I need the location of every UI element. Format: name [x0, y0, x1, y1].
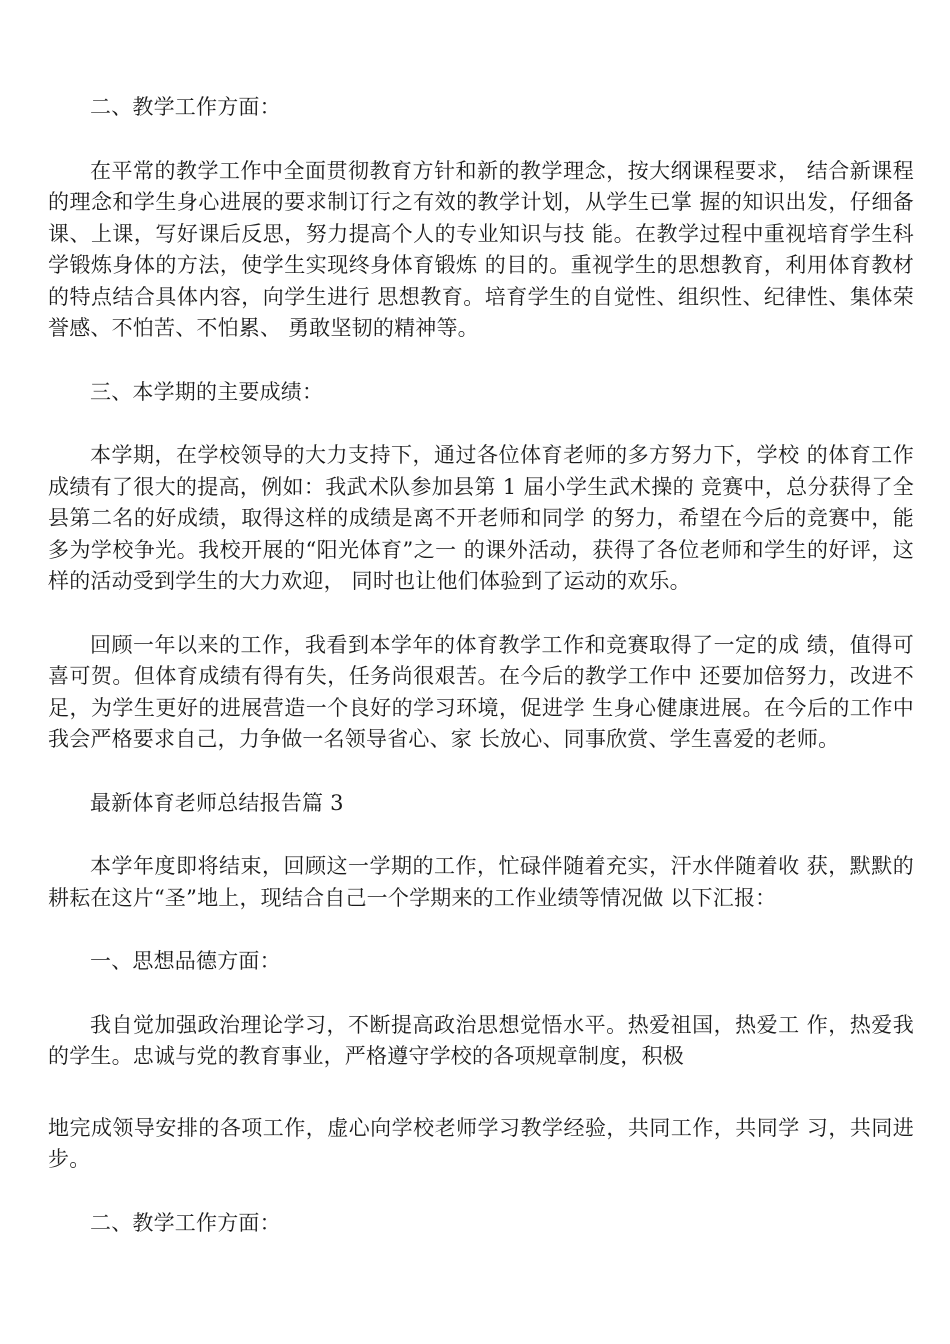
paragraph-achievements: 本学期，在学校领导的大力支持下，通过各位体育老师的多方努力下，学校 的体育工作成绩有了很大的提高，例如：我武术队参加县第 1 届小学生武术操的 竞赛中，总分获得了全县第二名的好成绩，取得这样的成绩是离不开老师和同学 的努力，希望在今后的竞赛中，能多为学校争光。我校开展的“阳光体育”之一 的课外活动，获得了各位老师和学生的好评，这样的活动受到学生的大力欢迎， 同时也让他们体验到了运动的欢乐。	[48, 443, 914, 593]
paragraph-intro: 本学年度即将结束，回顾这一学期的工作，忙碌伴随着充实，汗水伴随着收 获，默默的耕耘在这片“圣”地上，现结合自己一个学期来的工作业绩等情况做 以下汇报：	[48, 854, 914, 910]
article-title-part-3: 最新体育老师总结报告篇 3	[90, 790, 344, 815]
paragraph-teaching-work: 在平常的教学工作中全面贯彻教育方针和新的教学理念，按大纲课程要求， 结合新课程的理念和学生身心进展的要求制订行之有效的教学计划，从学生已掌 握的知识出发，仔细备课、上课，写好课后反思，努力提高个人的专业知识与技 能。在教学过程中重视培育学生科学锻炼身体的方法，使学生实现终身体育锻炼 的目的。重视学生的思想教育，利用体育教材的特点结合具体内容，向学生进行 思想教育。培育学生的自觉性、组织性、纪律性、集体荣誉感、不怕苦、不怕累、 勇敢坚韧的精神等。	[48, 158, 914, 340]
paragraph-morality-part2: 地完成领导安排的各项工作，虚心向学校老师学习教学经验，共同工作，共同学 习，共同进步。	[48, 1115, 914, 1171]
paragraph-review: 回顾一年以来的工作，我看到本学年的体育教学工作和竞赛取得了一定的成 绩，值得可喜可贺。但体育成绩有得有失，任务尚很艰苦。在今后的教学工作中 还要加倍努力，改进不足，为学生更好的进展营造一个良好的学习环境，促进学 生身心健康进展。在今后的工作中我会严格要求自己，力争做一名领导省心、家 长放心、同事欣赏、学生喜爱的老师。	[48, 632, 914, 751]
section-heading-teaching: 二、教学工作方面：	[90, 95, 281, 119]
document-page	[48, 92, 914, 1271]
paragraph-morality-part1: 我自觉加强政治理论学习，不断提高政治思想觉悟水平。热爱祖国，热爱工 作，热爱我的学生。忠诚与党的教育事业，严格遵守学校的各项规章制度，积极	[48, 1012, 914, 1068]
section-heading-achievements: 三、本学期的主要成绩：	[90, 379, 324, 404]
section-heading-morality: 一、思想品德方面：	[90, 949, 281, 973]
section-heading-teaching-2: 二、教学工作方面：	[90, 1210, 281, 1235]
